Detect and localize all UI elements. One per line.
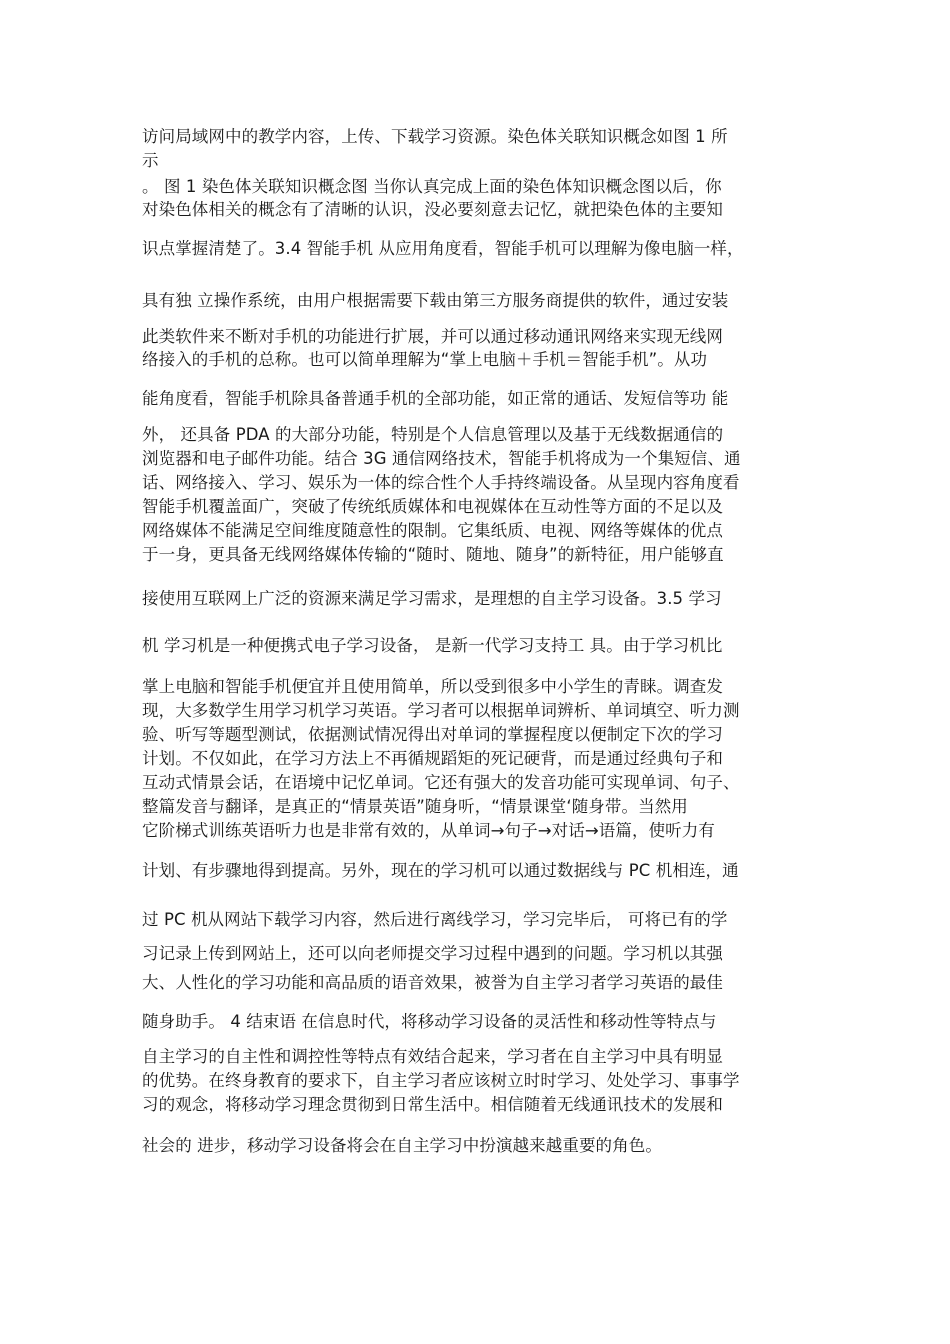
text-line-22: 互动式情景会话，在语境中记忆单词。它还有强大的发音功能可实现单词、句子、	[142, 773, 740, 792]
text-line-2: 示	[142, 151, 159, 170]
text-line-14: 网络媒体不能满足空间维度随意性的限制。它集纸质、电视、网络等媒体的优点	[142, 521, 723, 540]
text-line-12: 话、网络接入、学习、娱乐为一体的综合性个人手持终端设备。从呈现内容角度看	[142, 473, 740, 492]
text-line-29: 随身助手。 4 结束语 在信息时代，将移动学习设备的灵活性和移动性等特点与	[142, 1012, 717, 1031]
text-line-8: 络接入的手机的总称。也可以简单理解为“掌上电脑＋手机＝智能手机”。从功	[142, 350, 708, 369]
text-line-20: 验、听写等题型测试，依据测试情况得出对单词的掌握程度以便制定下次的学习	[142, 725, 723, 744]
text-line-24: 它阶梯式训练英语听力也是非常有效的，从单词→句子→对话→语篇，使听力有	[142, 821, 715, 840]
text-line-1: 访问局域网中的教学内容，上传、下载学习资源。染色体关联知识概念如图 1 所	[142, 127, 728, 146]
text-line-13: 智能手机覆盖面广，突破了传统纸质媒体和电视媒体在互动性等方面的不足以及	[142, 497, 723, 516]
text-line-10: 外， 还具备 PDA 的大部分功能，特别是个人信息管理以及基于无线数据通信的	[142, 425, 724, 444]
text-line-7: 此类软件来不断对手机的功能进行扩展，并可以通过移动通讯网络来实现无线网	[142, 327, 723, 346]
text-line-15: 于一身，更具备无线网络媒体传输的“随时、随地、随身”的新特征，用户能够直	[142, 545, 724, 564]
text-line-30: 自主学习的自主性和调控性等特点有效结合起来，学习者在自主学习中具有明显	[142, 1047, 723, 1066]
text-line-23: 整篇发音与翻译，是真正的“情景英语”随身听，“情景课堂‘随身带。当然用	[142, 797, 688, 816]
text-line-21: 计划。不仅如此，在学习方法上不再循规蹈矩的死记硬背，而是通过经典句子和	[142, 749, 723, 768]
text-line-25: 计划、有步骤地得到提高。另外，现在的学习机可以通过数据线与 PC 机相连，通	[142, 861, 739, 880]
text-line-16: 接使用互联网上广泛的资源来满足学习需求，是理想的自主学习设备。3.5 学习	[142, 589, 722, 608]
text-line-27: 习记录上传到网站上，还可以向老师提交学习过程中遇到的问题。学习机以其强	[142, 944, 723, 963]
text-line-18: 掌上电脑和智能手机便宜并且使用简单，所以受到很多中小学生的青睐。调查发	[142, 677, 723, 696]
text-line-6: 具有独 立操作系统，由用户根据需要下载由第三方服务商提供的软件，通过安装	[142, 291, 729, 310]
text-line-26: 过 PC 机从网站下载学习内容，然后进行离线学习，学习完毕后， 可将已有的学	[142, 910, 728, 929]
text-line-32: 习的观念，将移动学习理念贯彻到日常生活中。相信随着无线通讯技术的发展和	[142, 1095, 723, 1114]
text-line-5: 识点掌握清楚了。3.4 智能手机 从应用角度看，智能手机可以理解为像电脑一样，	[142, 239, 744, 258]
text-line-9: 能角度看，智能手机除具备普通手机的全部功能，如正常的通话、发短信等功 能	[142, 389, 729, 408]
text-line-33: 社会的 进步，移动学习设备将会在自主学习中扮演越来越重要的角色。	[142, 1136, 662, 1155]
text-line-11: 浏览器和电子邮件功能。结合 3G 通信网络技术，智能手机将成为一个集短信、通	[142, 449, 741, 468]
text-line-17: 机 学习机是一种便携式电子学习设备， 是新一代学习支持工 具。由于学习机比	[142, 636, 723, 655]
text-line-28: 大、人性化的学习功能和高品质的语音效果，被誉为自主学习者学习英语的最佳	[142, 973, 723, 992]
text-line-31: 的优势。在终身教育的要求下，自主学习者应该树立时时学习、处处学习、事事学	[142, 1071, 740, 1090]
text-line-19: 现，大多数学生用学习机学习英语。学习者可以根据单词辨析、单词填空、听力测	[142, 701, 740, 720]
text-line-3: 。 图 1 染色体关联知识概念图 当你认真完成上面的染色体知识概念图以后，你	[142, 177, 722, 196]
text-line-4: 对染色体相关的概念有了清晰的认识，没必要刻意去记忆，就把染色体的主要知	[142, 200, 723, 219]
